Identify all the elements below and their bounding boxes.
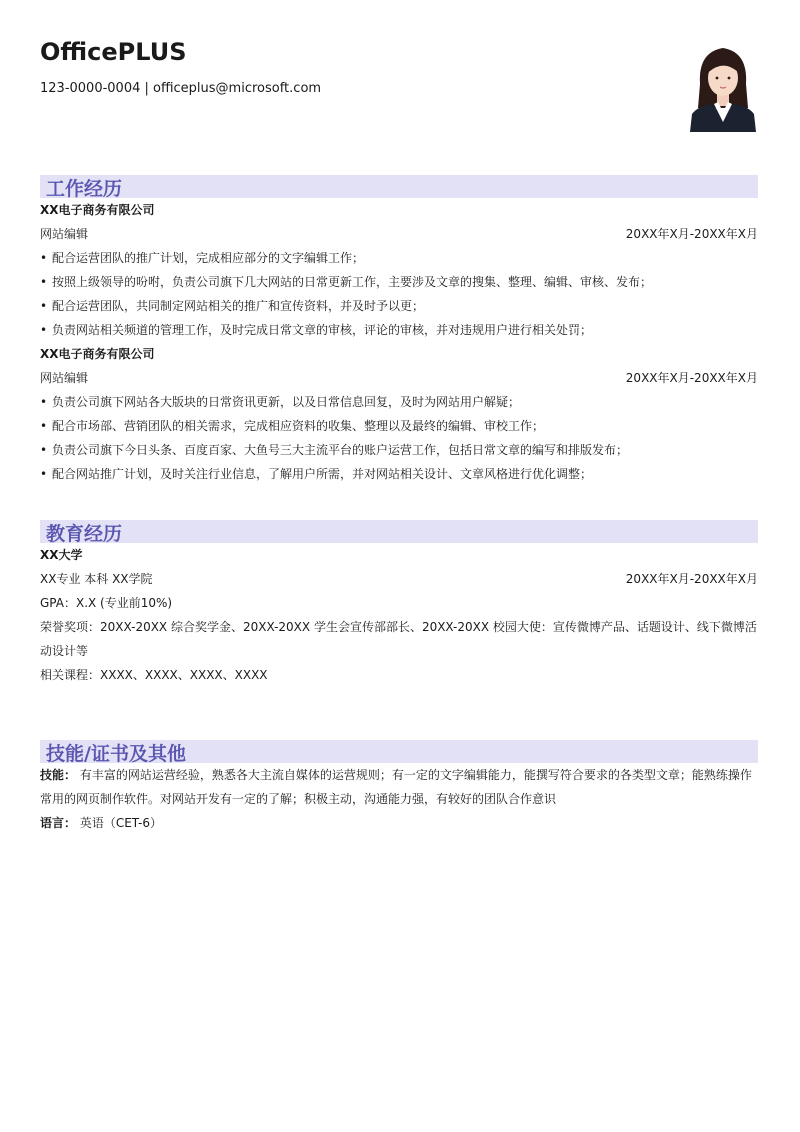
work-entry bbox=[40, 198, 758, 342]
language-label: 语言： bbox=[40, 816, 77, 830]
resume-name: OfficePLUS bbox=[40, 38, 187, 66]
language-text: 英语（CET-6） bbox=[79, 816, 162, 830]
duty-item: • 按照上级领导的吩咐，负责公司旗下几大网站的日常更新工作，主要涉及文章的搜集、整理、编辑、审核、发布； bbox=[40, 270, 758, 294]
duty-item: • 负责公司旗下今日头条、百度百家、大鱼号三大主流平台的账户运营工作，包括日常文章的编写和排版发布； bbox=[40, 438, 758, 462]
contact-info: 123-0000-0004 | officeplus@microsoft.com bbox=[40, 81, 322, 96]
skills-section bbox=[40, 740, 758, 835]
skills-text: 有丰富的网站运营经验，熟悉各大主流自媒体的运营规则；有一定的文字编辑能力，能撰写符合要求的各类型文章；能熟练操作常用的网页制作软件。对网站开发有一定的了解；积极主动，沟通能力强，有较好的团队合作意识 bbox=[40, 768, 752, 806]
role-row bbox=[40, 366, 758, 390]
duty-item: • 负责网站相关频道的管理工作，及时完成日常文章的审核，评论的审核，并对违规用户进行相关处罚； bbox=[40, 318, 758, 342]
duty-item: • 负责公司旗下网站各大版块的日常资讯更新，以及日常信息回复，及时为网站用户解疑； bbox=[40, 390, 758, 414]
education-section bbox=[40, 520, 758, 687]
language-row bbox=[40, 811, 758, 835]
role-title: 网站编辑 bbox=[40, 371, 89, 385]
major: XX专业 本科 XX学院 bbox=[40, 572, 153, 586]
section-header bbox=[40, 175, 758, 198]
company-name: XX电子商务有限公司 bbox=[40, 203, 155, 217]
section-header bbox=[40, 740, 758, 763]
avatar bbox=[690, 42, 756, 132]
major-row bbox=[40, 567, 758, 591]
company-name: XX电子商务有限公司 bbox=[40, 347, 155, 361]
duty-item: • 配合运营团队的推广计划，完成相应部分的文字编辑工作； bbox=[40, 246, 758, 270]
work-entry bbox=[40, 342, 758, 486]
section-title: 技能/证书及其他 bbox=[46, 743, 186, 765]
period: 20XX年X月-20XX年X月 bbox=[625, 227, 758, 241]
section-title: 教育经历 bbox=[46, 523, 123, 545]
section-title: 工作经历 bbox=[46, 178, 123, 200]
role-title: 网站编辑 bbox=[40, 227, 89, 241]
school-name: XX大学 bbox=[40, 548, 83, 562]
period: 20XX年X月-20XX年X月 bbox=[625, 371, 758, 385]
duty-item: • 配合运营团队，共同制定网站相关的推广和宣传资料，并及时予以更； bbox=[40, 294, 758, 318]
honors: 荣誉奖项：20XX-20XX 综合奖学金、20XX-20XX 学生会宣传部部长、20XX-20XX 校园大使：宣传微博产品、话题设计、线下微博活动设计等 bbox=[40, 620, 757, 658]
gpa: GPA：X.X (专业前10%) bbox=[40, 596, 173, 610]
work-section bbox=[40, 175, 758, 486]
role-row bbox=[40, 222, 758, 246]
section-header bbox=[40, 520, 758, 543]
skills-paragraph bbox=[40, 763, 758, 811]
courses: 相关课程：XXXX、XXXX、XXXX、XXXX bbox=[40, 668, 268, 682]
duty-item: • 配合市场部、营销团队的相关需求，完成相应资料的收集、整理以及最终的编辑、审校工作； bbox=[40, 414, 758, 438]
skills-label: 技能： bbox=[40, 768, 77, 782]
duty-item: • 配合网站推广计划，及时关注行业信息，了解用户所需，并对网站相关设计、文章风格进行优化调整； bbox=[40, 462, 758, 486]
period: 20XX年X月-20XX年X月 bbox=[625, 572, 758, 586]
